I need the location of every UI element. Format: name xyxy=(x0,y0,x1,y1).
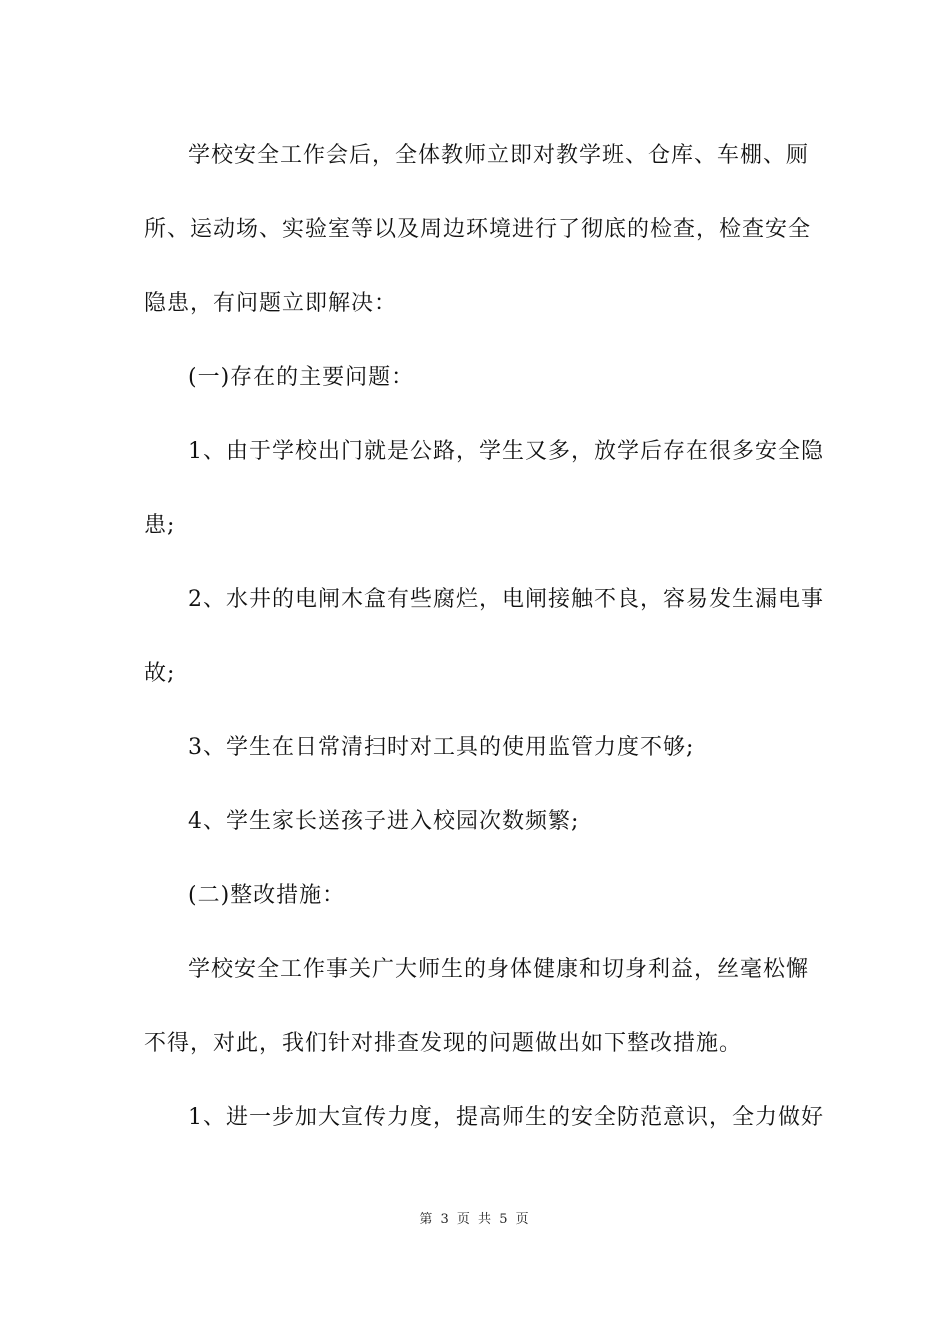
page-number: 第 3 页 共 5 页 xyxy=(419,1212,531,1227)
list-item-line: 2、水井的电闸木盒有些腐烂，电闸接触不良，容易发生漏电事 xyxy=(188,587,824,612)
section-heading: (一)存在的主要问题： xyxy=(188,365,415,390)
paragraph-line: 隐患，有问题立即解决： xyxy=(144,291,398,316)
paragraph-line: 学校安全工作事关广大师生的身体健康和切身利益，丝毫松懈 xyxy=(188,957,810,982)
list-item-line: 患; xyxy=(144,513,176,538)
paragraph-line: 学校安全工作会后，全体教师立即对教学班、仓库、车棚、厕 xyxy=(188,143,810,168)
section-heading: (二)整改措施： xyxy=(188,883,346,908)
list-item-line: 1、进一步加大宣传力度，提高师生的安全防范意识，全力做好 xyxy=(188,1105,824,1130)
paragraph-line: 所、运动场、实验室等以及周边环境进行了彻底的检查，检查安全 xyxy=(144,217,812,242)
page-footer xyxy=(0,1208,950,1227)
list-item-line: 3、学生在日常清扫时对工具的使用监管力度不够; xyxy=(188,735,695,760)
paragraph-line: 不得，对此，我们针对排查发现的问题做出如下整改措施。 xyxy=(144,1031,743,1056)
list-item-line: 1、由于学校出门就是公路，学生又多，放学后存在很多安全隐 xyxy=(188,439,824,464)
list-item-line: 4、学生家长送孩子进入校园次数频繁; xyxy=(188,809,580,834)
list-item-line: 故; xyxy=(144,661,176,686)
